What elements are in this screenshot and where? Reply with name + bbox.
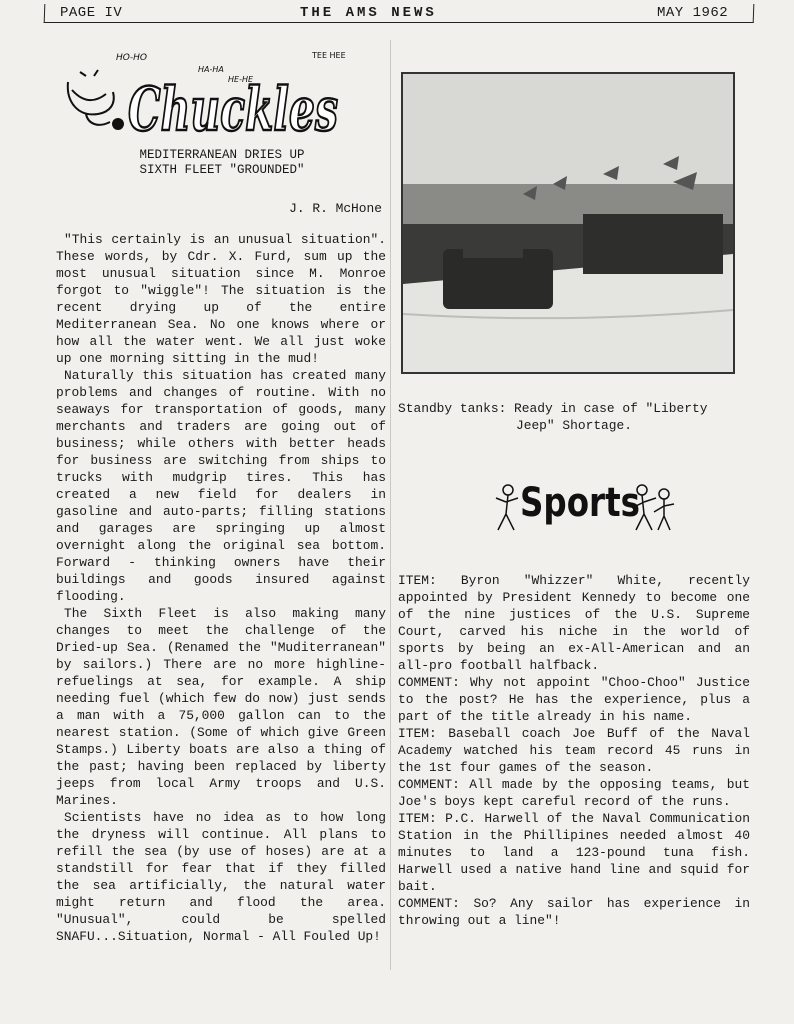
sports-logo	[492, 468, 682, 538]
comment-text: So? Any sailor has experience in throwing out a line"!	[398, 896, 750, 928]
item-label: ITEM:	[398, 811, 437, 826]
comment-text: All made by the opposing teams, but Joe's boys kept careful record of the runs.	[398, 777, 750, 809]
laugh-hoho: HO-HO	[116, 53, 147, 63]
photo-caption	[398, 400, 750, 434]
sports-comment	[398, 776, 750, 810]
comment-label: COMMENT:	[398, 896, 460, 911]
laugh-haha: HA-HA	[198, 65, 224, 74]
sports-column	[398, 572, 750, 929]
sports-heading: Sports	[520, 480, 640, 526]
laughing-face-icon	[68, 70, 123, 129]
comment-label: COMMENT:	[398, 777, 460, 792]
laugh-hehe: HE-HE	[228, 75, 254, 84]
article-byline: J. R. McHone	[289, 201, 382, 216]
sports-item	[398, 572, 750, 674]
article-paragraph: Scientists have no idea as to how long the dryness will continue. All plans to refill the sea (by use of hoses) are at a standstill for fear that if they filled the sea artificially, the natural water might return and flood the area. "Unusual", could be spelled SNAFU...Situation, Normal - All Fouled Up!	[56, 810, 386, 944]
sports-item	[398, 810, 750, 895]
article-paragraph: The Sixth Fleet is also making many changes to meet the challenge of the Dried-up Sea. (Renamed the "Muditerranean" by sailors.) There are no more highline-refuelings at sea, for example. A ship needing fuel (which few do now) just sends a man with a 75,000 gallon can to the nearest station. (Some of which give Green Stamps.) Liberty boats are also a thing of the past; having been replaced by liberty jeeps from local Army troops and U.S. Marines.	[56, 606, 386, 808]
page-number: PAGE IV	[60, 5, 123, 21]
comment-text: Why not appoint "Choo-Choo" Justice to the post? He has the experience, plus a part of the title already in his name.	[398, 675, 750, 724]
item-text: Byron "Whizzer" White, recently appointed by President Kennedy to become one of the nine justices of the U.S. Supreme Court, carved his niche in the world of sports by being an ex-All-American and an all-pro football halfback.	[398, 573, 750, 673]
sports-item	[398, 725, 750, 776]
article-paragraph: Naturally this situation has created many problems and changes of routine. With no seaways for transportation of goods, many merchants and traders are going out of business; while others with better heads for business are switching from ships to trucks with mudgrip tires. This has created a new field for dealers in gasoline and auto-parts; filling stations and garages are springing up almost overnight along the original sea bottom. Forward - thinking owners have their buildings and goods insured against flooding.	[56, 368, 386, 604]
article-headline	[56, 148, 386, 178]
chuckles-article	[56, 148, 386, 945]
player-figure-icon	[496, 485, 518, 530]
caption-line-2: Jeep" Shortage.	[515, 418, 633, 433]
sports-comment	[398, 895, 750, 929]
issue-date: MAY 1962	[657, 5, 729, 21]
tanks-photo	[401, 72, 735, 374]
caption-line-1: Standby tanks: Ready in case of "Liberty	[398, 401, 708, 416]
laugh-teehee: TEE HEE	[312, 51, 346, 60]
chuckles-logo	[58, 42, 348, 142]
sports-comment	[398, 674, 750, 725]
item-label: ITEM:	[398, 573, 437, 588]
headline-line-1: MEDITERRANEAN DRIES UP	[139, 148, 305, 162]
comment-label: COMMENT:	[398, 675, 460, 690]
item-text: P.C. Harwell of the Naval Communication Station in the Phillipines needed almost 40 minutes to land a 123-pound tuna fish. Harwell used a native hand line and squid for bait.	[398, 811, 750, 894]
chuckles-wordmark: Chuckles	[128, 75, 338, 142]
headline-line-2: SIXTH FLEET "GROUNDED"	[139, 163, 305, 177]
item-text: Baseball coach Joe Buff of the Naval Academy watched his team record 45 runs in the 1st four games of the season.	[398, 726, 750, 775]
column-divider	[390, 40, 391, 970]
item-label: ITEM:	[398, 726, 437, 741]
newspaper-title: THE AMS NEWS	[300, 5, 437, 21]
article-paragraph: "This certainly is an unusual situation". These words, by Cdr. X. Furd, sum up the most unusual situation since M. Monroe forgot to "wiggle"! The situation is the recent drying up of the entire Mediterranean Sea. No one knows where or how all the water went. We all just woke up one morning sitting in the mud!	[56, 232, 386, 366]
